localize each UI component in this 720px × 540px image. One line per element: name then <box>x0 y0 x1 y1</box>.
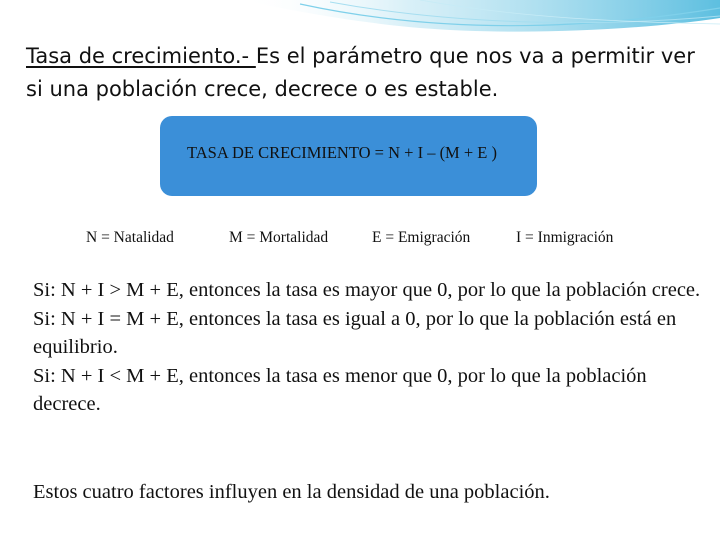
intro-text: Es el parámetro que nos va a permitir ver si una población crece, decrece o es estable. <box>26 44 695 101</box>
legend-emigracion: E = Emigración <box>372 229 471 246</box>
formula-box <box>160 116 537 196</box>
intro-heading: Tasa de crecimiento.- <box>26 44 256 68</box>
wave-fill <box>240 0 720 32</box>
legend-inmigracion: I = Inmigración <box>516 229 614 246</box>
formula-text: TASA DE CRECIMIENTO = N + I – (M + E ) <box>187 143 497 162</box>
closing-statement: Estos cuatro factores influyen en la densidad de una población. <box>33 481 550 503</box>
conditions-block <box>33 276 703 419</box>
condition-equilibrium: Si: N + I = M + E, entonces la tasa es igual a 0, por lo que la población está en equilibrio. <box>33 307 677 358</box>
condition-grows: Si: N + I > M + E, entonces la tasa es mayor que 0, por lo que la población crece. <box>33 279 701 301</box>
legend-mortalidad: M = Mortalidad <box>229 229 329 246</box>
intro-paragraph <box>26 40 706 106</box>
legend-natalidad: N = Natalidad <box>86 229 174 246</box>
condition-decreases: Si: N + I < M + E, entonces la tasa es menor que 0, por lo que la población decrece. <box>33 364 647 415</box>
